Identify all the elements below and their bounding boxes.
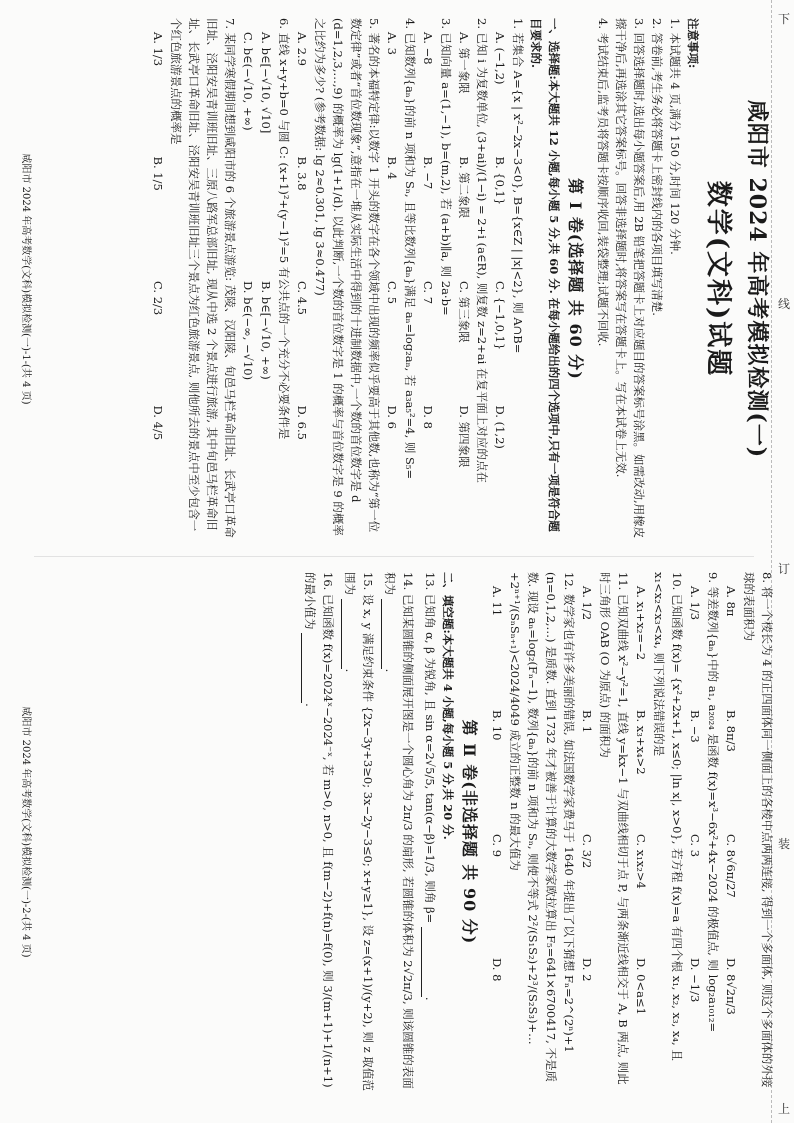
question-11	[578, 572, 632, 1092]
question-9	[686, 572, 722, 1092]
option-c: C. x₁x₂>4	[634, 834, 648, 889]
note-item: 3. 回答选择题时,选出每小题答案后,用 2B 铅笔把答题卡上对应题目的答案标号涂黑。如需改动,用橡皮擦干净后,再选涂其它答案标号。回答非选择题时,将答案写在答题卡上。写在本试卷上无效.	[614, 18, 646, 539]
question-options	[239, 18, 257, 540]
fill-question-13: 13. 已知角 α, β 为锐角, 且 sin α=2√5/5, tan(α−β)=1/3, 则角 β= .	[423, 572, 437, 1001]
option-d: D. 2	[580, 958, 594, 982]
option-a: A. 1/2	[580, 586, 594, 621]
binding-mark: 装	[777, 837, 790, 851]
option-d: D. 8√2π/3	[724, 958, 738, 1015]
part-two-title: 第 Ⅱ 卷(非选择题 共 90 分)	[460, 719, 479, 945]
option-c: C. 3/2	[580, 834, 594, 869]
option-a: A. −8	[421, 32, 435, 65]
column-divider	[34, 556, 754, 557]
option-a: A. 第一象限	[457, 32, 471, 94]
question-options	[578, 572, 596, 1092]
question-stem: 3. 已知向量 a=(1,−1), b=(m,2), 若 (a+b)∥a, 则 2a·b=	[439, 18, 453, 316]
option-a: A. 11	[490, 586, 504, 617]
option-d: D. 6	[385, 405, 399, 429]
question-1	[491, 18, 527, 540]
question-options	[491, 18, 509, 540]
question-options	[383, 18, 401, 540]
question-options	[419, 18, 437, 540]
binding-mark: 下	[777, 12, 790, 26]
question-8	[722, 572, 776, 1092]
question-stem: 11. 已知双曲线 x²−y²=1, 直线 y=kx−1 与双曲线相切于点 P, 与两条渐近线相交于 A, B 两点, 则此时三角形 OAB (O 为原点) 的面积为	[598, 572, 630, 1085]
option-d: D. 6.5	[295, 405, 309, 440]
notes-heading: 注意事项:	[686, 18, 700, 69]
question-stem: 13. 已知角 α, β 为锐角, 且 sin α=2√5/5, tan(α−β)=1/3, 则角 β=	[423, 572, 437, 924]
fill-question-16: 16. 已知函数 f(x)=2024ˣ−2024⁻ˣ, 若 m>0, n>0, 且 f(m−2)+f(n)=f(0), 则 3/(m+1)+1/(n+1) 的最小值为 .	[303, 572, 335, 1088]
question-stem: 9. 等差数列{aₙ}中的 a₁, a₂₀₂₄ 是函数 f(x)=x³−6x²+4x−2024 的极值点, 则 log₂a₁₀₁₂=	[706, 572, 720, 1033]
option-b: B. 第二象限	[457, 156, 471, 219]
option-d: D. b∈(−∞, −√10)	[241, 281, 255, 381]
option-c: C. 7	[421, 281, 435, 305]
option-c: C. 9	[490, 834, 504, 858]
question-options	[488, 572, 506, 1092]
fill-question-14: 14. 已知某圆锥的侧面展开图是一个圆心角为 2π/3 的扇形, 若圆锥的体积为 2√2π/3, 则该圆锥的表面积为 .	[383, 572, 415, 1089]
question-stem: 2. 已知 i 为复数单位, (3+ai)/(1−i) = 2+i (a∈R), 则复数 z=2+ai 在复平面上对应的点在	[475, 18, 489, 483]
option-c: C. 4.5	[295, 281, 309, 315]
option-c: C. 8√6π/27	[724, 834, 738, 898]
option-b: B. −3	[688, 710, 702, 743]
option-a: A. 1/3	[151, 32, 165, 67]
question-options	[293, 18, 311, 540]
note-item: 2. 答卷前,考生务必将答题卡上密封线内的各项目填写清楚.	[650, 18, 664, 316]
option-b: B. 8π/3	[724, 710, 738, 752]
option-a: A. x₁+x₂=−2	[634, 586, 648, 661]
page-footer: 咸阳市 2024 年高考数学(文科)模拟检测(一)-2-(共 4 页)	[20, 706, 31, 958]
page-one-column	[20, 18, 776, 540]
question-3	[419, 18, 455, 540]
option-b: B. 4	[385, 156, 399, 180]
question-12	[488, 572, 578, 1092]
option-b: B. b∈[−√10, +∞)	[259, 281, 273, 380]
question-options	[455, 18, 473, 540]
answer-blank[interactable]	[341, 599, 354, 669]
question-stem: 10. 已知函数 f(x)= {x²+2x+1, x≤0; |ln x|, x>0}, 若方程 f(x)=a 有四个根 x₁, x₂, x₃, x₄, 且 x₁<x₂<x₃<x₄, 则下列说法错误的是	[652, 572, 684, 1061]
option-c: C. 第三象限	[457, 281, 471, 343]
answer-blank[interactable]	[381, 599, 394, 669]
option-a: A. (−1,2)	[493, 32, 507, 85]
option-c: C. {−1,0,1}	[493, 281, 507, 351]
question-options	[722, 572, 740, 1092]
question-stem: 15. 设 x, y 满足约束条件 {2x−3y+3≥0; 3x−2y−3≤0; x+y≥1}, 设 z=(x+1)/(y+2), 则 z 取值范围为	[343, 572, 375, 1091]
fill-instructions: 二、填空题:本大题共 4 小题,每小题 5 分,共 20 分.	[441, 572, 455, 840]
question-stem: 1. 若集合 A={x | x²−2x−3<0}, B={x∈Z | |x|<2}, 则 A∩B=	[511, 18, 525, 354]
option-b: B. {0,1}	[493, 156, 507, 206]
answer-blank[interactable]	[301, 633, 314, 703]
option-d: D. −1/3	[688, 958, 702, 1003]
question-options	[686, 572, 704, 1092]
option-d: D. 4/5	[151, 405, 165, 441]
question-7	[149, 18, 239, 540]
option-b: B. 1	[580, 710, 594, 734]
fill-question-15: 15. 设 x, y 满足约束条件 {2x−3y+3≥0; 3x−2y−3≤0; x+y≥1}, 设 z=(x+1)/(y+2), 则 z 取值范围为 .	[343, 572, 375, 1091]
option-d: D. 8	[490, 958, 504, 982]
option-a: A. 1/3	[688, 586, 702, 621]
question-2	[455, 18, 491, 540]
binding-mark: 订	[777, 562, 790, 576]
option-d: D. 0<a≤1	[634, 958, 648, 1015]
question-stem: 7. 某同学寒假期间想到咸阳市的 6 个旅游景点游览: 茂陵、汉阳陵、旬邑马栏革命旧址、长武亭口革命旧址、泾阳安吴青训班旧址、三原八路军总部旧址, 现从中选 2 个景点进行旅游, 其中旬邑马栏革命旧址、长武亭口革命旧址、泾阳安吴青训班旧址三个景点为红色旅游景点, 则他所去的景点中至少包含一个红色旅游景点的概率是	[169, 18, 237, 538]
note-item: 4. 考试结束后,监考员将答题卡按顺序收回,装袋整理;试题不回收.	[596, 18, 610, 347]
option-b: B. 1/5	[151, 156, 165, 191]
question-stem: 14. 已知某圆锥的侧面展开图是一个圆心角为 2π/3 的扇形, 若圆锥的体积为 2√2π/3, 则该圆锥的表面积为	[383, 572, 415, 1089]
option-d: D. (1,2)	[493, 405, 507, 449]
option-b: B. 10	[490, 710, 504, 741]
option-c: C. b∈(−√10, +∞)	[241, 32, 255, 131]
part-one-title: 第 Ⅰ 卷(选择题 共 60 分)	[566, 178, 585, 380]
option-d: D. 8	[421, 405, 435, 429]
option-a: A. 2.9	[295, 32, 309, 66]
question-4	[383, 18, 419, 540]
question-10	[632, 572, 686, 1092]
choice-instructions: 一、选择题:本大题共 12 小题,每小题 5 分,共 60 分. 在每小题给出的四个选项中,只有一项是符合题目要求的.	[529, 18, 561, 532]
question-5	[293, 18, 383, 540]
option-b: B. 3.8	[295, 156, 309, 191]
option-c: C. 3	[688, 834, 702, 858]
question-options	[149, 18, 167, 540]
page-footer: 咸阳市 2024 年高考数学(文科)模拟检测(一)-1-(共 4 页)	[20, 153, 31, 405]
binding-mark: 线	[777, 297, 790, 311]
note-item: 1. 本试题共 4 页,满分 150 分,时间 120 分钟.	[668, 18, 682, 255]
answer-blank[interactable]	[421, 927, 434, 997]
question-6	[239, 18, 293, 540]
option-c: C. 2/3	[151, 281, 165, 316]
exam-title: 咸阳市 2024 年高考模拟检测(一)	[744, 99, 770, 459]
option-c: C. 5	[385, 281, 399, 305]
exam-subject: 数学(文科)试题	[703, 180, 733, 378]
option-a: A. 3	[385, 32, 399, 55]
question-stem: 5. 著名的本福特定律:以数字 1 开头的数字在各个领域中出现的频率似乎要高于其他数,也称为“第一位数定律”或者“首位数现象”,意指在一堆从实际生活中得到的十进制数据中,一个数的首位数字是 d (d=1,2,3,…,9) 的概率为 lg(1+1/d). 以此判断,一个数的首位数字是 1 的概率与首位数字是 9 的概率之比约为多少? (参考数据: lg 2≈0.301, lg 3≈0.477)	[313, 18, 381, 536]
option-a: A. b∈[−√10, √10]	[259, 32, 273, 134]
option-d: D. 第四象限	[457, 405, 471, 468]
option-b: B. −7	[421, 156, 435, 190]
question-stem: 12. 数学家也有许多美丽的错误, 如法国数学家费马于 1640 年提出了以下猜想 Fₙ=2^(2ⁿ)+1 (n=0,1,2,…) 是质数. 直到 1732 年才被善于计算的大数学家欧拉算出 F₅=641×6700417, 不是质数. 现设 aₙ=log₂(Fₙ−1), 数列{aₙ}的前 n 项和为 Sₙ, 则使不等式 2²/(S₁S₂)+2³/(S₂S₃)+…+2ⁿ⁺¹/(SₙSₙ₊₁)<2024/4049 成立的正整数 n 的最大值为	[508, 572, 576, 1082]
question-stem: 16. 已知函数 f(x)=2024ˣ−2024⁻ˣ, 若 m>0, n>0, 且 f(m−2)+f(n)=f(0), 则 3/(m+1)+1/(n+1) 的最小值为	[303, 572, 335, 1088]
page-two-column	[20, 572, 776, 1092]
question-stem: 6. 直线 x+y+b=0 与圆 C: (x+1)²+(y−1)²=5 有公共点的一个充分不必要条件是	[277, 18, 291, 440]
question-options	[257, 18, 275, 540]
option-b: B. x₃+x₄>2	[634, 710, 648, 775]
option-a: A. 8π	[724, 586, 738, 617]
question-stem: 8. 将一个棱长为 4 的正四面体同一侧面上的各棱中点两两连接, 得到一个多面体, 则这个多面体的外接球的表面积为	[742, 572, 774, 1088]
binding-mark: 上	[777, 1102, 790, 1116]
question-options	[632, 572, 650, 1092]
question-stem: 4. 已知数列{aₙ}的前 n 项和为 Sₙ, 且等比数列{aₙ}满足 aₙ=log₂aₙ, 若 a₃a₅²=4, 则 S₅=	[403, 18, 417, 480]
